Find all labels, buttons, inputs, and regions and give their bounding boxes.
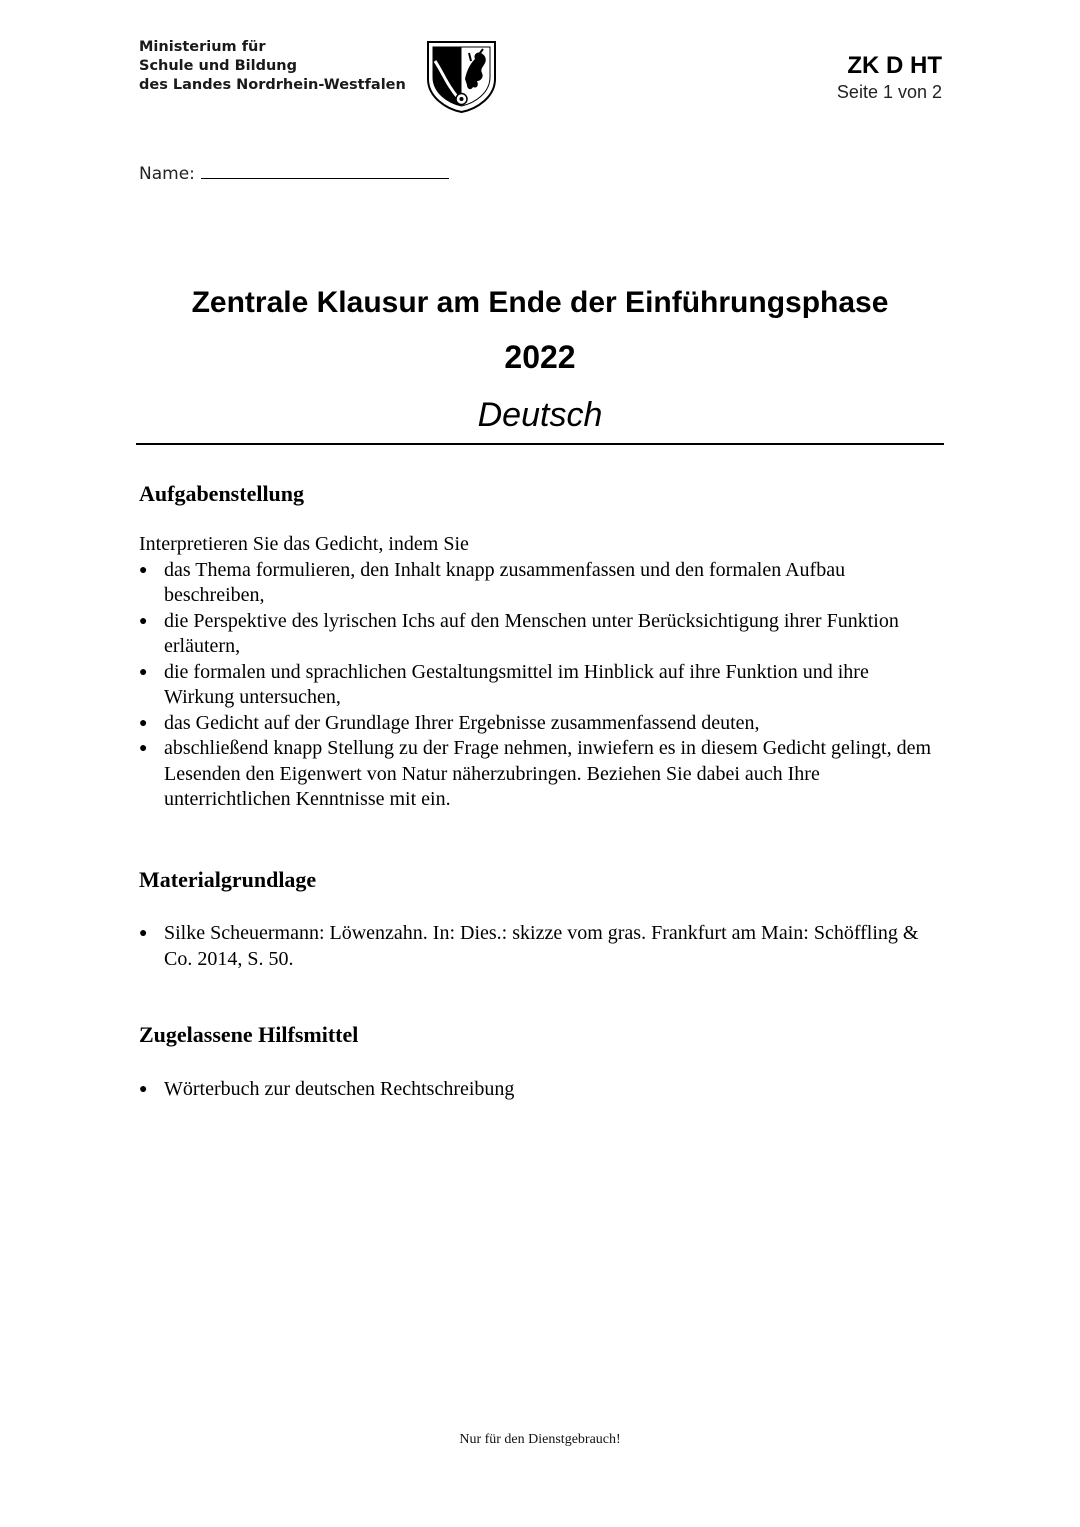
- bullet-icon: ●: [139, 613, 148, 629]
- bullet-icon: ●: [139, 926, 148, 941]
- list-item: ● das Thema formulieren, den Inhalt knapp zusammenfassen und den formalen Aufbau beschreiben,: [139, 558, 846, 606]
- ministry-name: [139, 38, 406, 95]
- aids-heading: Zugelassene Hilfsmittel: [139, 1022, 359, 1047]
- title-block: [136, 282, 944, 436]
- task-intro: Interpretieren Sie das Gedicht, indem Sie: [139, 533, 469, 555]
- list-item: ● Silke Scheuermann: Löwenzahn. In: Dies.: skizze vom gras. Frankfurt am Main: Schöffling & Co. 2014, S. 50.: [139, 922, 919, 970]
- exam-subject: Deutsch: [477, 396, 603, 434]
- exam-year: 2022: [504, 339, 576, 375]
- bullet-icon: ●: [139, 715, 148, 731]
- bullet-icon: ●: [139, 562, 148, 578]
- aids-body: [139, 1077, 939, 1103]
- material-heading: Materialgrundlage: [139, 867, 317, 892]
- nrw-coat-of-arms-icon: [425, 39, 498, 114]
- material-body: [139, 921, 939, 972]
- exam-code-block: [837, 52, 942, 104]
- list-item: ● das Gedicht auf der Grundlage Ihrer Ergebnisse zusammenfassend deuten,: [139, 711, 939, 737]
- list-item: ● die formalen und sprachlichen Gestaltungsmittel im Hinblick auf ihre Funktion und ihre Wirkung untersuchen,: [139, 660, 869, 708]
- name-field: [139, 160, 449, 184]
- task-list: [139, 558, 939, 813]
- ministry-line-1: Ministerium für: [139, 39, 266, 55]
- material-list: [139, 921, 939, 972]
- task-heading: Aufgabenstellung: [139, 481, 305, 506]
- bullet-icon: ●: [139, 1082, 148, 1097]
- ministry-line-3: des Landes Nordrhein-Westfalen: [139, 77, 406, 93]
- name-blank-line: [201, 160, 449, 179]
- list-item: ● abschließend knapp Stellung zu der Frage nehmen, inwiefern es in diesem Gedicht gelingt, dem Lesenden den Eigenwert von Natur näherzubringen. Beziehen Sie dabei auch Ihre unterrichtlichen Kenntnisse mit ein.: [139, 737, 932, 810]
- footer-note: Nur für den Dienstgebrauch!: [459, 1432, 621, 1447]
- task-body: [139, 532, 939, 813]
- title-divider: [136, 443, 944, 445]
- aids-list: [139, 1077, 939, 1103]
- exam-title: Zentrale Klausur am Ende der Einführungsphase: [191, 286, 889, 319]
- page-indicator: Seite 1 von 2: [836, 82, 942, 102]
- bullet-icon: ●: [139, 664, 148, 680]
- name-label: Name:: [139, 164, 195, 184]
- ministry-line-2: Schule und Bildung: [139, 58, 298, 74]
- list-item: ● Wörterbuch zur deutschen Rechtschreibung: [139, 1077, 939, 1103]
- bullet-icon: ●: [139, 741, 148, 756]
- list-item: ● die Perspektive des lyrischen Ichs auf den Menschen unter Berücksichtigung ihrer Funktion erläutern,: [139, 609, 899, 657]
- exam-code: ZK D HT: [847, 52, 942, 79]
